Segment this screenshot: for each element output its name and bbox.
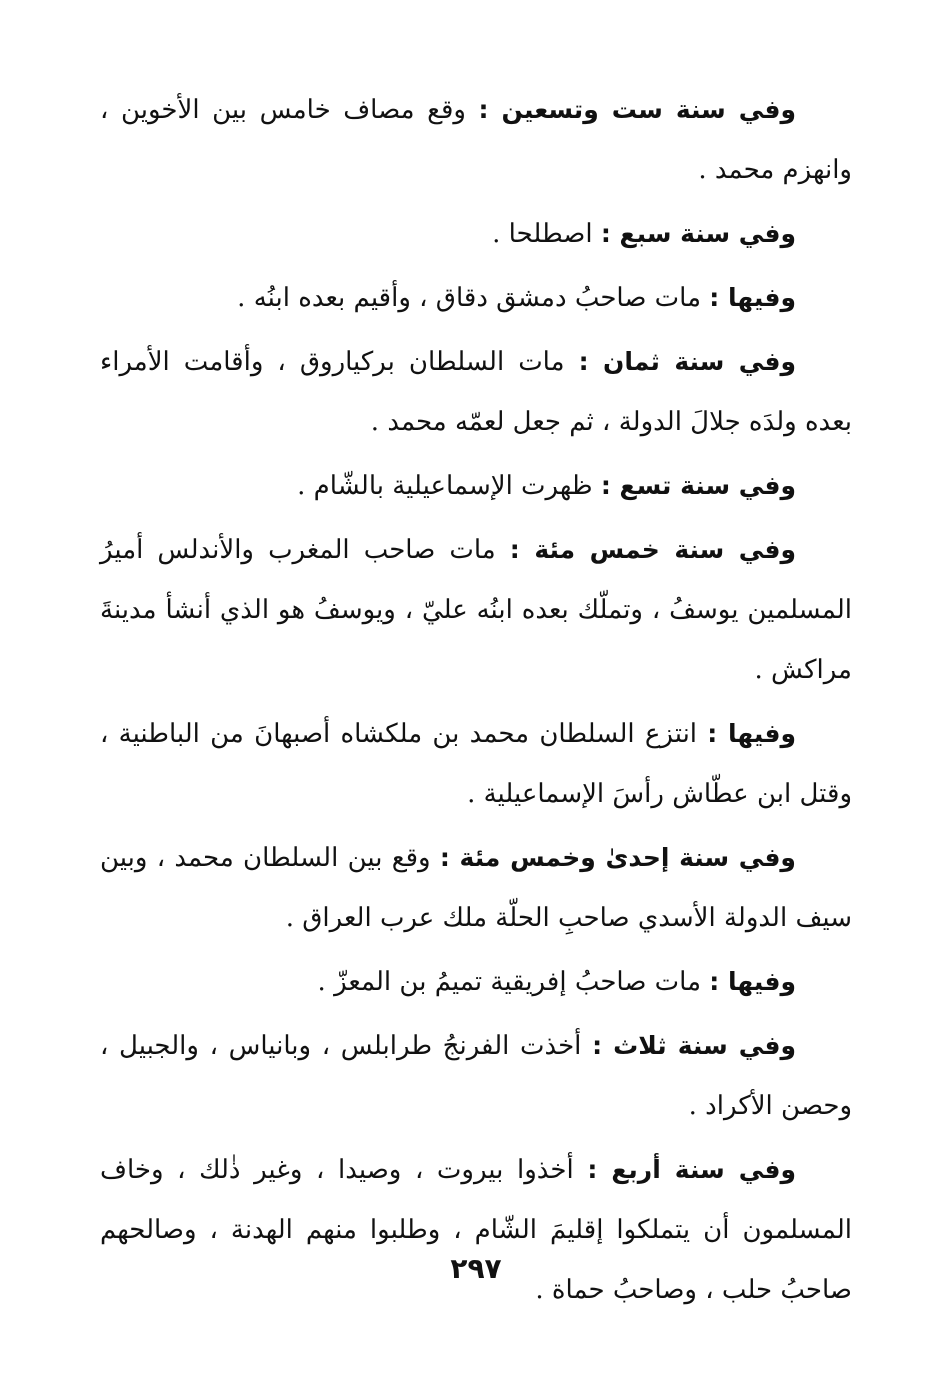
paragraph-heading: وفيها :	[707, 719, 796, 748]
paragraph-body: مات صاحبُ إفريقية تميمُ بن المعزّ .	[317, 967, 710, 997]
paragraph-heading: وفي سنة إحدىٰ وخمس مئة :	[439, 843, 796, 872]
paragraph	[100, 520, 852, 700]
paragraph-body: مات صاحبُ دمشق دقاق ، وأقيم بعده ابنُه .	[237, 283, 710, 313]
paragraph-body: مات السلطان بركياروق ، وأقامت الأمراء بعده ولدَه جلالَ الدولة ، ثم جعل لعمّه محمد .	[100, 347, 852, 437]
paragraph	[100, 1016, 852, 1136]
paragraph-heading: وفي سنة ثمان :	[578, 347, 796, 376]
text-block	[100, 80, 852, 1324]
paragraph	[100, 704, 852, 824]
paragraph	[100, 80, 852, 200]
paragraph	[100, 268, 852, 328]
paragraph	[100, 952, 852, 1012]
paragraph-body: وقع بين السلطان محمد ، وبين سيف الدولة الأسدي صاحبِ الحلّة ملك عرب العراق .	[100, 843, 852, 933]
paragraph-heading: وفيها :	[709, 283, 796, 312]
paragraph-body: انتزع السلطان محمد بن ملكشاه أصبهانَ من الباطنية ، وقتل ابن عطّاش رأسَ الإسماعيلية .	[100, 719, 852, 809]
paragraph-heading: وفي سنة سبع :	[600, 219, 796, 248]
paragraph	[100, 1140, 852, 1320]
paragraph-body: وقع مصاف خامس بين الأخوين ، وانهزم محمد .	[100, 95, 852, 185]
paragraph	[100, 332, 852, 452]
paragraph-heading: وفي سنة أربع :	[587, 1155, 796, 1184]
paragraph	[100, 204, 852, 264]
paragraph-body: ظهرت الإسماعيلية بالشّام .	[297, 471, 601, 501]
page-number: ٢٩٧	[450, 1252, 502, 1285]
paragraph	[100, 456, 852, 516]
paragraph-body: اصطلحا .	[492, 219, 601, 249]
paragraph-heading: وفيها :	[709, 967, 796, 996]
paragraph-heading: وفي سنة ثلاث :	[592, 1031, 796, 1060]
paragraph-body: أخذوا بيروت ، وصيدا ، وغير ذٰلك ، وخاف المسلمون أن يتملكوا إقليمَ الشّام ، وطلبوا منهم الهدنة ، وصالحهم صاحبُ حلب ، وصاحبُ حماة .	[100, 1155, 852, 1305]
paragraph-heading: وفي سنة خمس مئة :	[509, 535, 796, 564]
paragraph-body: أخذت الفرنجُ طرابلس ، وبانياس ، والجبيل ، وحصن الأكراد .	[100, 1031, 852, 1121]
paragraph-heading: وفي سنة تسع :	[600, 471, 796, 500]
paragraph-heading: وفي سنة ست وتسعين :	[478, 95, 796, 124]
paragraph-body: مات صاحب المغرب والأندلس أميرُ المسلمين يوسفُ ، وتملّك بعده ابنُه عليّ ، ويوسفُ هو الذي أنشأ مدينةَ مراكش .	[100, 535, 852, 685]
paragraph	[100, 828, 852, 948]
